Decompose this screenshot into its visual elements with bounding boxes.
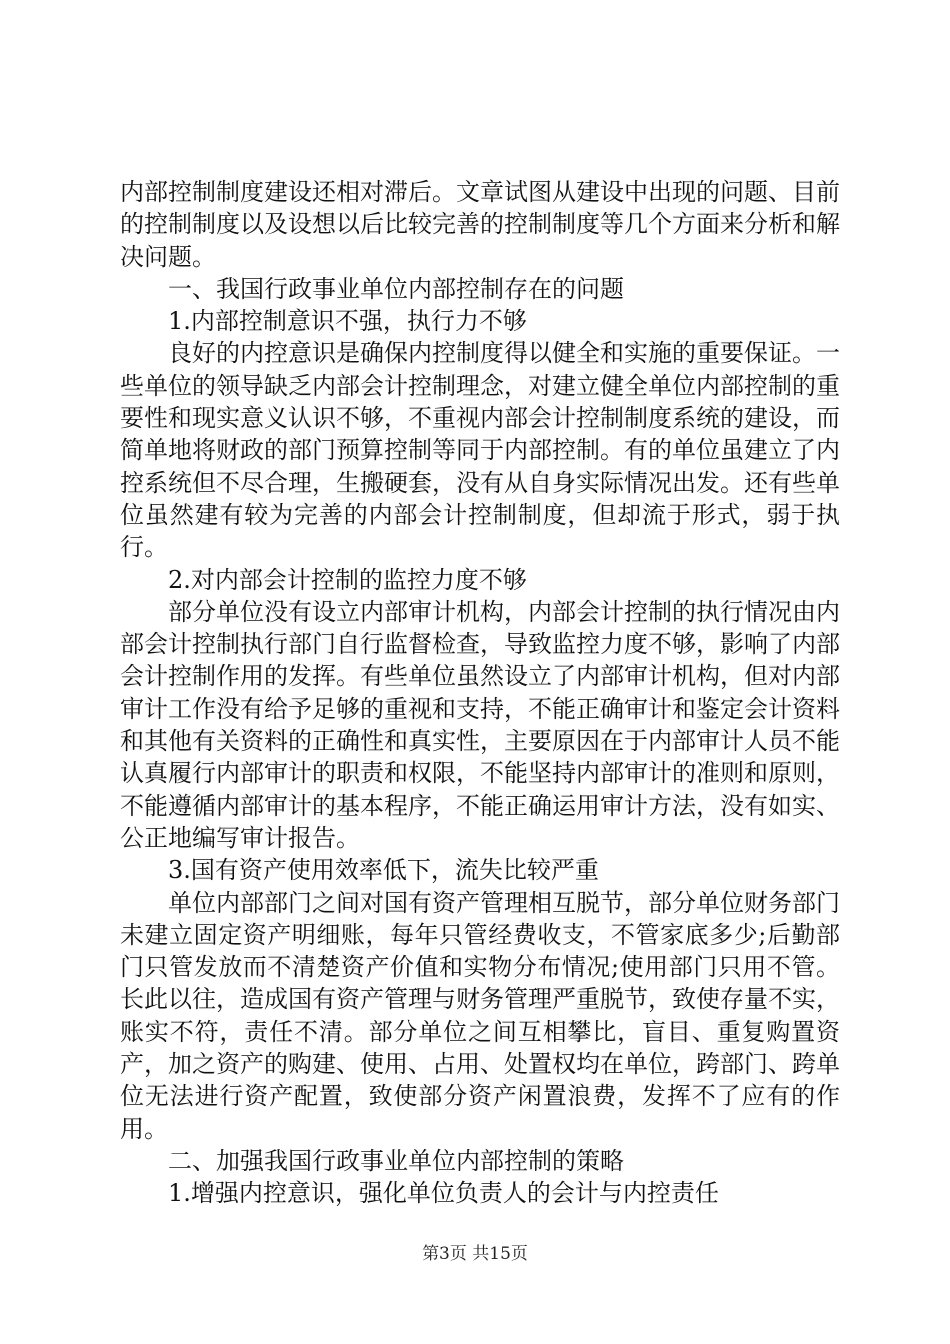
subsection-heading: 1.内部控制意识不强，执行力不够 <box>168 307 527 336</box>
body-paragraph: 部分单位没有设立内部审计机构，内部会计控制的执行情况由内部会计控制执行部门自行监督检查，导致监控力度不够，影响了内部会计控制作用的发挥。有些单位虽然设立了内部审计机构，但对内部审计工作没有给予足够的重视和支持，不能正确审计和鉴定会计资料和其他有关资料的正确性和真实性，主要原因在于内部审计人员不能认真履行内部审计的职责和权限，不能坚持内部审计的准则和原则，不能遵循内部审计的基本程序，不能正确运用审计方法，没有如实、公正地编写审计报告。 <box>120 597 840 852</box>
section-heading: 一、我国行政事业单位内部控制存在的问题 <box>168 274 624 303</box>
subsection-heading: 1.增强内控意识，强化单位负责人的会计与内控责任 <box>168 1179 719 1208</box>
subsection-heading: 3.国有资产使用效率低下，流失比较严重 <box>168 856 599 885</box>
body-paragraph: 良好的内控意识是确保内控制度得以健全和实施的重要保证。一些单位的领导缺乏内部会计控制理念，对建立健全单位内部控制的重要性和现实意义认识不够，不重视内部会计控制制度系统的建设，而简单地将财政的部门预算控制等同于内部控制。有的单位虽建立了内控系统但不尽合理，生搬硬套，没有从自身实际情况出发。还有些单位虽然建有较为完善的内部会计控制制度，但却流于形式，弱于执行。 <box>120 339 840 562</box>
subsection-heading: 2.对内部会计控制的监控力度不够 <box>168 565 527 594</box>
page-number-footer: 第3页 共15页 <box>422 1244 528 1264</box>
body-paragraph: 单位内部部门之间对国有资产管理相互脱节，部分单位财务部门未建立固定资产明细账，每年只管经费收支，不管家底多少;后勤部门只管发放而不清楚资产价值和实物分布情况;使用部门只用不管。长此以往，造成国有资产管理与财务管理严重脱节，致使存量不实，账实不符，责任不清。部分单位之间互相攀比，盲目、重复购置资产，加之资产的购建、使用、占用、处置权均在单位，跨部门、跨单位无法进行资产配置，致使部分资产闲置浪费，发挥不了应有的作用。 <box>120 888 840 1143</box>
section-heading: 二、加强我国行政事业单位内部控制的策略 <box>168 1146 624 1175</box>
body-paragraph: 内部控制制度建设还相对滞后。文章试图从建设中出现的问题、目前的控制制度以及设想以后比较完善的控制制度等几个方面来分析和解决问题。 <box>120 178 840 271</box>
document-body <box>120 176 840 1210</box>
